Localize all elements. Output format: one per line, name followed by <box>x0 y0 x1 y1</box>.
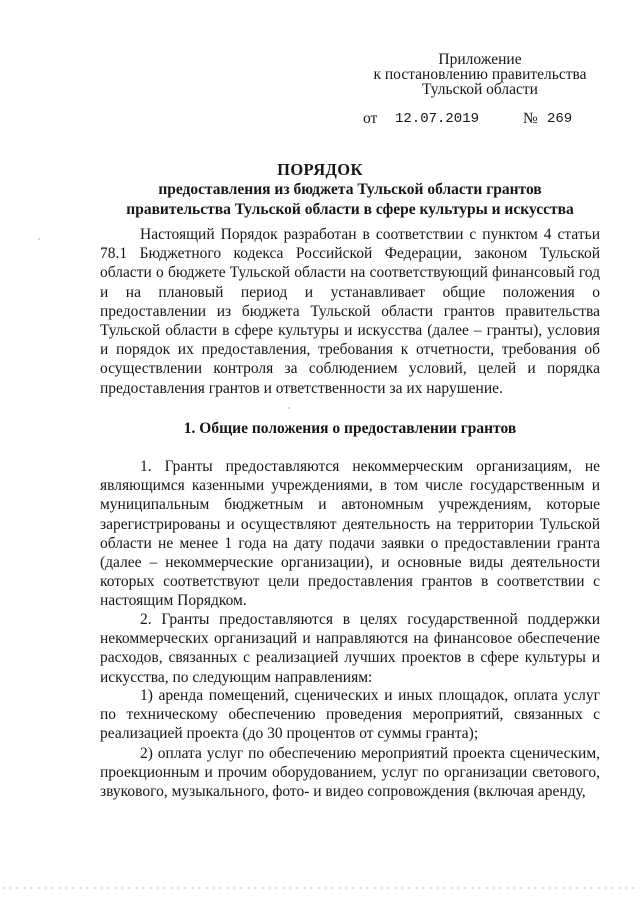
annex-line-1: Приложение <box>438 51 522 68</box>
resolution-date-line <box>0 110 640 128</box>
annex-line-2: к постановлению правительства <box>373 66 587 83</box>
annex-line-3: Тульской области <box>422 81 538 98</box>
scan-bottom-noise <box>0 886 640 890</box>
section-1-heading: 1. Общие положения о предоставлении грантов <box>183 420 517 437</box>
section-1-item-1: 1. Гранты предоставляются некоммерческим организациям, не являющимся казенными учреждениями, в том числе государственным и муниципальным бюджетным и автономным учреждениям, которые зарегистрированы и осуществляют деятельность на территории Тульской области не менее 1 года на дату подачи заявки о предоставлении гранта (далее – некоммерческие организации), и основные виды деятельности которых соответствуют цели предоставления грантов в соответствии с настоящим Порядком. <box>100 458 600 610</box>
section-1-subitem-2: 2) оплата услуг по обеспечению мероприятий проекта сценическим, проекционным и прочим оборудованием, услуг по организации светового, звукового, музыкального, фото- и видео сопровождения (включая аренду, <box>100 745 600 801</box>
date-prefix: от <box>363 110 378 127</box>
document-title: ПОРЯДОК <box>277 160 363 179</box>
number-sign: № <box>523 110 538 127</box>
intro-paragraph: Настоящий Порядок разработан в соответствии с пунктом 4 статьи 78.1 Бюджетного кодекса Российской Федерации, законом Тульской области о бюджете Тульской области на соответствующий финансовый год и на плановый период и устанавливает общие положения о предоставлении из бюджета Тульской области грантов правительства Тульской области в сфере культуры и искусства (далее – гранты), условия и порядок их предоставления, требования к отчетности, требования об осуществлении контроля за соблюдением условий, целей и порядка предоставления грантов и ответственности за их нарушение. <box>100 226 600 397</box>
section-1-subitem-1: 1) аренда помещений, сценических и иных площадок, оплата услуг по техническому обеспечению проведения мероприятий, связанных с реализацией проекта (до 30 процентов от суммы гранта); <box>100 687 600 743</box>
scan-speck <box>38 238 40 240</box>
resolution-date: 12.07.2019 <box>395 111 480 127</box>
scan-speck <box>288 407 290 409</box>
section-1-item-2: 2. Гранты предоставляются в целях государственной поддержки некоммерческих организаций и направляются на финансовое обеспечение расходов, связанных с реализацией лучших проектов в сфере культуры и искусства, по следующим направлениям: <box>100 611 600 686</box>
document-subtitle: предоставления из бюджета Тульской области грантов правительства Тульской области в сфере культуры и искусства <box>126 181 574 218</box>
resolution-number: 269 <box>547 111 573 127</box>
annex-block <box>360 52 600 97</box>
